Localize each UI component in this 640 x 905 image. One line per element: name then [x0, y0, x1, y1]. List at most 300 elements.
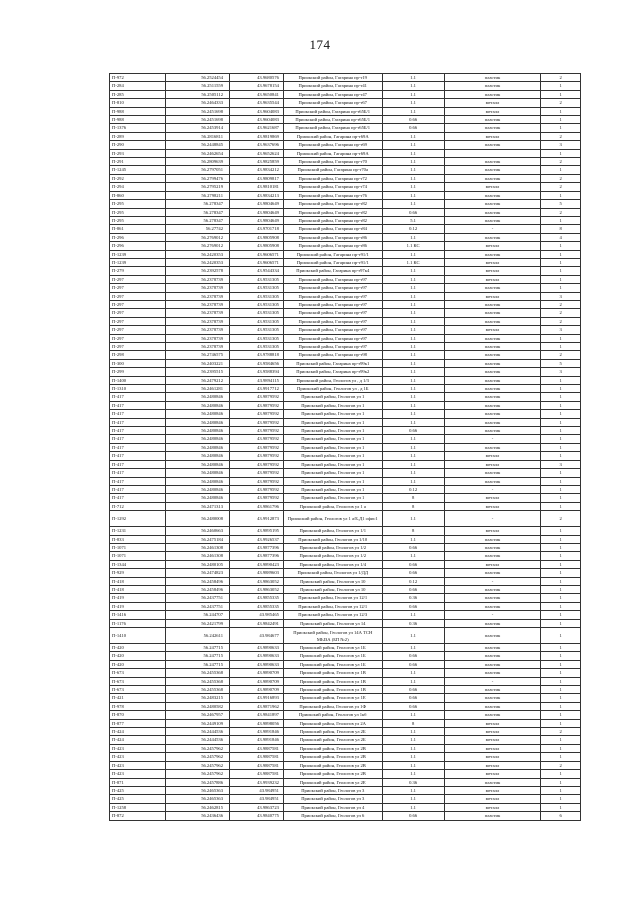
cell-longitude: 43.9890633	[230, 644, 284, 652]
cell-volume: 1.1	[382, 761, 444, 769]
cell-address: Приокский район, Гагарина пр-т97	[283, 309, 382, 317]
cell-volume: 1.1	[382, 795, 444, 803]
table-row	[110, 577, 581, 585]
cell-address: Приокский район, Геологов ул 4	[283, 803, 382, 811]
cell-address: Приокский район, Геологов ул 1Е	[283, 694, 382, 702]
cell-longitude: 43.9889603	[230, 569, 284, 577]
cell-longitude: 43.9544334	[230, 267, 284, 275]
cell-latitude: 56.2457962	[165, 761, 229, 769]
cell-count: 1	[541, 719, 581, 727]
cell-volume: 0.66	[382, 812, 444, 820]
table-row	[110, 527, 581, 535]
cell-address: Приокский район, Гагарина пр-т47	[283, 90, 382, 98]
cell-material: металл	[444, 242, 541, 250]
cell-count: 1	[541, 569, 581, 577]
cell-longitude: 43.984951	[230, 786, 284, 794]
table-row	[110, 376, 581, 384]
cell-longitude: 43.9879592	[230, 427, 284, 435]
table-row	[110, 225, 581, 233]
cell-volume: 0.66	[382, 427, 444, 435]
cell-longitude: 43.9894115	[230, 376, 284, 384]
cell-volume: 0.66	[382, 702, 444, 710]
cell-count: 4	[541, 233, 581, 241]
cell-longitude: 43.9890709	[230, 669, 284, 677]
cell-material: металл	[444, 258, 541, 266]
cell-latitude: 56.278347	[165, 208, 229, 216]
cell-longitude: 43.9879592	[230, 460, 284, 468]
cell-longitude: 43.9652624	[230, 149, 284, 157]
cell-volume: 1.1	[382, 200, 444, 208]
cell-volume: 8	[382, 527, 444, 535]
cell-latitude: 56.2378739	[165, 275, 229, 283]
cell-count: 1	[541, 619, 581, 627]
table-row	[110, 385, 581, 393]
cell-volume: 1.1	[382, 677, 444, 685]
cell-address: Приокский район, Гагарина пр-т84	[283, 225, 382, 233]
table-row	[110, 770, 581, 778]
table-row	[110, 569, 581, 577]
cell-id: П-810	[110, 99, 166, 107]
cell-volume: 1.1	[382, 82, 444, 90]
cell-latitude: 56.2480105	[165, 560, 229, 568]
cell-material: -	[444, 577, 541, 585]
cell-id: П-1292	[110, 511, 166, 527]
cell-latitude: 56.2798211	[165, 191, 229, 199]
table-row	[110, 174, 581, 182]
cell-address: Приокский район, Геологов ул 1В	[283, 677, 382, 685]
cell-longitude: 43.9879592	[230, 410, 284, 418]
cell-id: П-417	[110, 485, 166, 493]
cell-id: П-293	[110, 149, 166, 157]
cell-id: П-418	[110, 577, 166, 585]
table-row	[110, 511, 581, 527]
cell-count: 1	[541, 166, 581, 174]
table-row	[110, 686, 581, 694]
cell-count: 1	[541, 376, 581, 384]
cell-address: Приокский район, Гагарина пр-т69	[283, 141, 382, 149]
cell-address: Приокский район, Гагарина пр-т97	[283, 300, 382, 308]
cell-count: 2	[541, 309, 581, 317]
cell-latitude: 56.2524454	[165, 74, 229, 82]
cell-count: 1	[541, 116, 581, 124]
cell-address: Приокский район, Геологов ул 12/1	[283, 594, 382, 602]
cell-address: Приокский район, Геологов ул 1/4	[283, 560, 382, 568]
table-row	[110, 124, 581, 132]
table-row	[110, 795, 581, 803]
cell-volume: 1.1	[382, 460, 444, 468]
cell-longitude: 43.985465	[230, 611, 284, 619]
cell-address: Приокский район, Геологов ул 1	[283, 469, 382, 477]
cell-volume: 1.1	[382, 326, 444, 334]
cell-count: 1	[541, 686, 581, 694]
cell-latitude: 56.247715	[165, 644, 229, 652]
cell-count: 1	[541, 477, 581, 485]
cell-count: 1	[541, 502, 581, 510]
cell-material: металл	[444, 744, 541, 752]
cell-longitude: 43.9871962	[230, 702, 284, 710]
cell-count: 1	[541, 485, 581, 493]
cell-volume: 1.1	[382, 401, 444, 409]
cell-longitude: 43.9701718	[230, 225, 284, 233]
cell-longitude: 43.9834213	[230, 191, 284, 199]
cell-latitude: 56.2797051	[165, 166, 229, 174]
cell-volume: 0.66	[382, 694, 444, 702]
cell-count: 1	[541, 628, 581, 644]
table-row	[110, 250, 581, 258]
cell-material: пластик	[444, 317, 541, 325]
cell-longitude: 43.9926537	[230, 535, 284, 543]
cell-id: П-929	[110, 569, 166, 577]
cell-latitude: 56.2449109	[165, 719, 229, 727]
cell-material: пластик	[444, 376, 541, 384]
cell-longitude: 43.9805908	[230, 242, 284, 250]
cell-material: металл	[444, 527, 541, 535]
cell-volume: 1.1	[382, 711, 444, 719]
cell-longitude: 43.9863052	[230, 585, 284, 593]
cell-volume: 0.66	[382, 208, 444, 216]
cell-longitude: 43.9606571	[230, 258, 284, 266]
cell-material: пластик	[444, 393, 541, 401]
table-row	[110, 460, 581, 468]
table-row	[110, 351, 581, 359]
cell-address: Приокский район, Геологов ул 1 а	[283, 502, 382, 510]
cell-address: Приокский район, Геологов ул 1Б	[283, 652, 382, 660]
cell-longitude: 43.9680576	[230, 74, 284, 82]
cell-latitude: 56.2480846	[165, 393, 229, 401]
cell-address: Приокский район, Геологов ул 1/2	[283, 543, 382, 551]
cell-material: пластик	[444, 569, 541, 577]
table-row	[110, 711, 581, 719]
cell-longitude: 43.9879592	[230, 477, 284, 485]
cell-address: Приокский район, Геологов ул 14	[283, 619, 382, 627]
cell-material: металл	[444, 753, 541, 761]
table-row	[110, 644, 581, 652]
cell-address: Приокский район, Геологов ул 1	[283, 401, 382, 409]
cell-count: 1	[541, 560, 581, 568]
cell-latitude: 56.2458496	[165, 577, 229, 585]
cell-address: Приокский район, Геологов ул 1	[283, 435, 382, 443]
cell-latitude: 56.2795219	[165, 183, 229, 191]
cell-volume: 0.66	[382, 560, 444, 568]
cell-volume: 1.1	[382, 300, 444, 308]
cell-material: пластик	[444, 552, 541, 560]
table-row	[110, 744, 581, 752]
cell-material: пластик	[444, 343, 541, 351]
table-row	[110, 300, 581, 308]
cell-material: металл	[444, 736, 541, 744]
cell-count: 5	[541, 359, 581, 367]
cell-volume: 1.1	[382, 744, 444, 752]
cell-id: П-279	[110, 267, 166, 275]
cell-latitude: 56.2420353	[165, 250, 229, 258]
cell-material: пластик	[444, 233, 541, 241]
cell-volume: 8	[382, 494, 444, 502]
cell-id: П-297	[110, 284, 166, 292]
cell-latitude: 56.2816811	[165, 132, 229, 140]
cell-id: П-417	[110, 410, 166, 418]
cell-latitude: 56.2461281	[165, 385, 229, 393]
cell-material: металл	[444, 460, 541, 468]
cell-count: 1	[541, 452, 581, 460]
cell-volume: 1.1	[382, 552, 444, 560]
cell-longitude: 43.9531305	[230, 284, 284, 292]
cell-longitude: 43.9879592	[230, 485, 284, 493]
cell-volume: 1.1	[382, 275, 444, 283]
cell-latitude: 56.2483215	[165, 694, 229, 702]
cell-address: Приокский район, Геологов ул 1кб	[283, 711, 382, 719]
cell-latitude: 56.2464333	[165, 99, 229, 107]
cell-address: Приокский район, Геологов ул 2Е	[283, 778, 382, 786]
cell-longitude: 43.9584656	[230, 359, 284, 367]
cell-id: П-419	[110, 602, 166, 610]
cell-latitude: 56.2420353	[165, 258, 229, 266]
cell-count: 2	[541, 761, 581, 769]
table-row	[110, 543, 581, 551]
table-row	[110, 275, 581, 283]
cell-material: пластик	[444, 334, 541, 342]
cell-longitude: 43.9809817	[230, 174, 284, 182]
cell-address: Приокский район, Геологов ул 1	[283, 418, 382, 426]
cell-count: 1	[541, 334, 581, 342]
table-row	[110, 660, 581, 668]
cell-longitude: 43.9912873	[230, 511, 284, 527]
table-row	[110, 158, 581, 166]
cell-material: пластик	[444, 702, 541, 710]
cell-id: П-833	[110, 535, 166, 543]
cell-longitude: 43.9855335	[230, 594, 284, 602]
table-row	[110, 494, 581, 502]
cell-address: Приокский район, Гагарина пр-т97	[283, 292, 382, 300]
cell-material: пластик	[444, 694, 541, 702]
cell-longitude: 43.9531305	[230, 343, 284, 351]
cell-id: П-1245	[110, 166, 166, 174]
cell-address: Приокский район, Геологов ул 1	[283, 477, 382, 485]
cell-id: П-1310	[110, 385, 166, 393]
cell-id: П-872	[110, 812, 166, 820]
table-row	[110, 74, 581, 82]
cell-latitude: 56.2421799	[165, 619, 229, 627]
cell-id: П-1231	[110, 527, 166, 535]
cell-address: Приокский район, Геологов ул 2А	[283, 719, 382, 727]
cell-longitude: 43.9879592	[230, 418, 284, 426]
table-row	[110, 427, 581, 435]
cell-volume: 0.36	[382, 594, 444, 602]
cell-latitude: 56.2378739	[165, 292, 229, 300]
cell-material: пластик	[444, 711, 541, 719]
cell-longitude: 43.9834212	[230, 166, 284, 174]
cell-count: 1	[541, 552, 581, 560]
cell-material: -	[444, 485, 541, 493]
table-row	[110, 267, 581, 275]
cell-id: П-1416	[110, 611, 166, 619]
cell-volume: 1.1	[382, 452, 444, 460]
cell-longitude: 43.9895195	[230, 527, 284, 535]
cell-id: П-417	[110, 443, 166, 451]
cell-volume: 1.1 КС	[382, 242, 444, 250]
cell-longitude: 43.9879592	[230, 469, 284, 477]
cell-count: 3	[541, 326, 581, 334]
cell-material: пластик	[444, 368, 541, 376]
cell-latitude: 56.2378739	[165, 309, 229, 317]
cell-volume: 1.1	[382, 770, 444, 778]
cell-latitude: 56.2444536	[165, 736, 229, 744]
cell-id: П-297	[110, 275, 166, 283]
table-row	[110, 343, 581, 351]
cell-volume: 0.66	[382, 124, 444, 132]
cell-volume: 0.12	[382, 485, 444, 493]
cell-count: 1	[541, 191, 581, 199]
cell-longitude: 43.9863052	[230, 577, 284, 585]
cell-id: П-423	[110, 753, 166, 761]
cell-address: Приокский район, Геологов ул 1	[283, 452, 382, 460]
cell-count: 1	[541, 107, 581, 115]
cell-id: П-673	[110, 669, 166, 677]
registry-table	[109, 73, 581, 821]
cell-volume: 1.1	[382, 166, 444, 174]
cell-latitude: 56.27742	[165, 225, 229, 233]
cell-address: Приокский район, Геологов ул 1/1	[283, 527, 382, 535]
cell-count: 8	[541, 225, 581, 233]
cell-count: 1	[541, 393, 581, 401]
cell-address: Приокский район, Гагарина пр-т97к4	[283, 267, 382, 275]
cell-address: Приокский район, Гагарина пр-т86	[283, 242, 382, 250]
cell-volume: 1.1	[382, 74, 444, 82]
cell-id: П-299	[110, 368, 166, 376]
cell-address: Приокский район, Геологов ул , д 1/3	[283, 376, 382, 384]
cell-volume: 1.1 КС	[382, 258, 444, 266]
table-row	[110, 292, 581, 300]
cell-material: металл	[444, 803, 541, 811]
registry-table-wrapper	[109, 73, 581, 821]
cell-material: пластик	[444, 644, 541, 652]
cell-material: пластик	[444, 191, 541, 199]
cell-id: П-297	[110, 317, 166, 325]
cell-material: металл	[444, 560, 541, 568]
cell-address: Приокский район, Геологов ул 1	[283, 460, 382, 468]
cell-address: Приокский район, Гагарина пр-т67	[283, 99, 382, 107]
cell-latitude: 56.2444536	[165, 728, 229, 736]
cell-material: пластик	[444, 174, 541, 182]
cell-volume: 0.66	[382, 660, 444, 668]
cell-id: П-425	[110, 795, 166, 803]
cell-material: пластик	[444, 686, 541, 694]
table-body-tall-row	[110, 511, 581, 527]
cell-count: 1	[541, 778, 581, 786]
cell-longitude: 43.9879592	[230, 494, 284, 502]
cell-id: П-285	[110, 90, 166, 98]
cell-volume: 0.12	[382, 577, 444, 585]
cell-material: пластик	[444, 628, 541, 644]
cell-address: Приокский район, Геологов ул 1/10	[283, 535, 382, 543]
cell-material: пластик	[444, 418, 541, 426]
cell-latitude: 56.2480846	[165, 452, 229, 460]
cell-id: П-972	[110, 74, 166, 82]
cell-count: 1	[541, 795, 581, 803]
cell-latitude: 56.2437751	[165, 602, 229, 610]
table-row	[110, 258, 581, 266]
table-row	[110, 443, 581, 451]
cell-address: Приокский район, Гагарина пр-т65Б/1	[283, 107, 382, 115]
cell-count: 2	[541, 728, 581, 736]
cell-id: П-861	[110, 225, 166, 233]
cell-longitude: 43.9804649	[230, 200, 284, 208]
cell-count: 1	[541, 494, 581, 502]
table-row	[110, 786, 581, 794]
cell-material: металл	[444, 107, 541, 115]
cell-longitude: 43.9531305	[230, 300, 284, 308]
cell-material: -	[444, 611, 541, 619]
table-row	[110, 309, 581, 317]
table-row	[110, 116, 581, 124]
cell-material: пластик	[444, 385, 541, 393]
table-row	[110, 359, 581, 367]
cell-latitude: 56.2480846	[165, 485, 229, 493]
cell-count: 1	[541, 711, 581, 719]
cell-longitude: 43.9805908	[230, 233, 284, 241]
cell-count: 1	[541, 443, 581, 451]
cell-count: 1	[541, 660, 581, 668]
cell-id: П-297	[110, 300, 166, 308]
cell-longitude: 43.9637696	[230, 141, 284, 149]
table-row	[110, 702, 581, 710]
cell-count: 2	[541, 351, 581, 359]
cell-address: Приокский район, Гагарина пр-т91/1	[283, 250, 382, 258]
cell-address: Приокский район, Гагарина пр-т82	[283, 216, 382, 224]
table-row	[110, 619, 581, 627]
cell-id: П-1239	[110, 250, 166, 258]
cell-id: П-419	[110, 594, 166, 602]
cell-id: П-871	[110, 778, 166, 786]
cell-count: 1	[541, 803, 581, 811]
cell-material: пластик	[444, 90, 541, 98]
cell-material: -	[444, 435, 541, 443]
cell-address: Приокский район, Геологов ул 1/ДД	[283, 569, 382, 577]
table-row	[110, 535, 581, 543]
cell-count: 1	[541, 786, 581, 794]
cell-volume: 1.1	[382, 786, 444, 794]
cell-latitude: 56.2451698	[165, 116, 229, 124]
cell-address: Приокский район, Гагарина пр-т76	[283, 191, 382, 199]
table-row	[110, 183, 581, 191]
cell-latitude: 56.2378739	[165, 300, 229, 308]
cell-count: 1	[541, 702, 581, 710]
cell-volume: 1.1	[382, 753, 444, 761]
cell-address: Приокский район, Гагарина пр-т70	[283, 158, 382, 166]
table-row	[110, 401, 581, 409]
cell-id: П-870	[110, 711, 166, 719]
cell-count: 2	[541, 183, 581, 191]
cell-id: П-297	[110, 343, 166, 351]
cell-id: П-988	[110, 116, 166, 124]
cell-count: 1	[541, 385, 581, 393]
cell-longitude: 43.9887581	[230, 761, 284, 769]
cell-material: пластик	[444, 300, 541, 308]
cell-longitude: 43.9531305	[230, 326, 284, 334]
page-number: 174	[309, 37, 331, 52]
cell-count: 1	[541, 401, 581, 409]
cell-count: 1	[541, 418, 581, 426]
cell-count: 2	[541, 300, 581, 308]
cell-id: П-294	[110, 183, 166, 191]
cell-latitude: 56.242611	[165, 628, 229, 644]
cell-longitude: 43.9855335	[230, 602, 284, 610]
cell-count: 6	[541, 812, 581, 820]
cell-count: 2	[541, 174, 581, 182]
cell-address: Приокский район, Геологов ул 1	[283, 494, 382, 502]
cell-address: Приокский район, Геологов ул 1Б	[283, 644, 382, 652]
cell-material: металл	[444, 183, 541, 191]
cell-latitude: 56.2769012	[165, 233, 229, 241]
